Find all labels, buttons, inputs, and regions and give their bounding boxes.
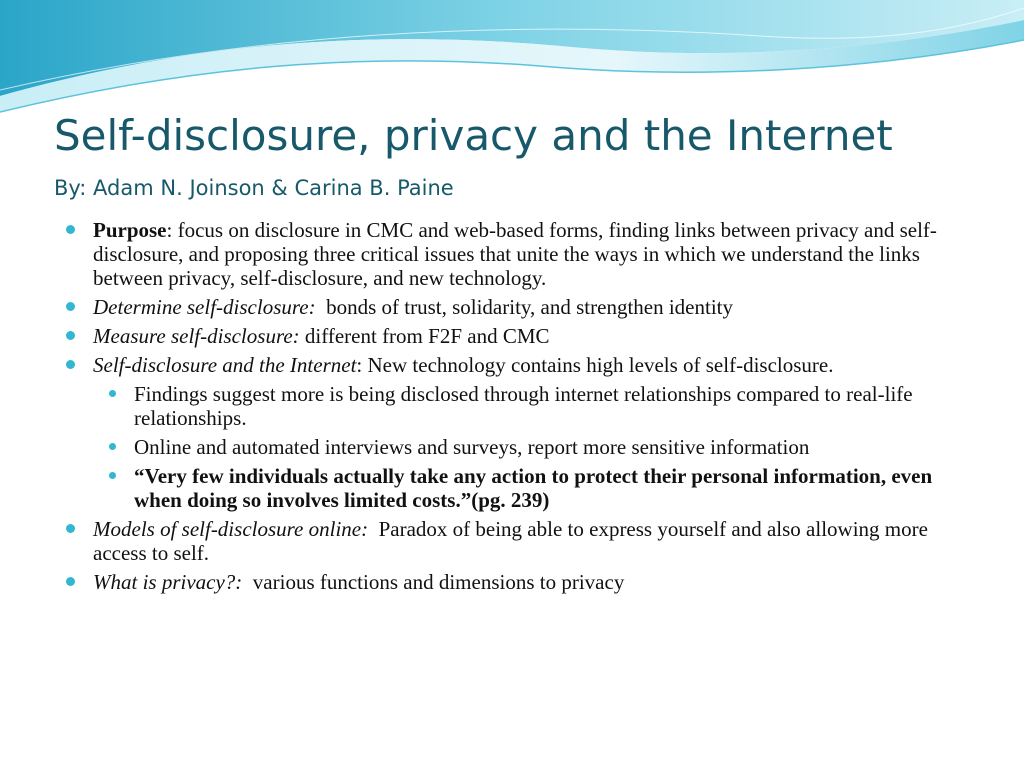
bullet-dot-icon: [66, 225, 75, 234]
sub-bullet-dot-icon: [109, 472, 116, 479]
sub-bullet-text: Findings suggest more is being disclosed through internet relationships compared to real-life relationships.: [134, 382, 913, 430]
bullet-term: Models of self-disclosure online:: [93, 517, 369, 541]
sub-bullet-list: [103, 382, 972, 512]
sub-bullet-online-interviews: [103, 435, 972, 459]
bullet-dot-icon: [66, 302, 75, 311]
bullet-term: Purpose: [93, 218, 167, 242]
bullet-list: [62, 218, 972, 594]
bullet-purpose: [62, 218, 972, 290]
bullet-models-self-disclosure: [62, 517, 972, 565]
bullet-term: Determine self-disclosure:: [93, 295, 316, 319]
sub-bullet-dot-icon: [109, 443, 116, 450]
header-wave-decoration: [0, 0, 1024, 120]
bullet-text: : New technology contains high levels of self-disclosure.: [356, 353, 834, 377]
bullet-text: Paradox of being able to express yourself and also allowing more access to self.: [93, 517, 934, 565]
sub-bullet-quote-text: “Very few individuals actually take any action to protect their personal information, even when doing so involves limited costs.”(pg. 239): [134, 464, 933, 512]
bullet-term: What is privacy?:: [93, 570, 243, 594]
bullet-dot-icon: [66, 331, 75, 340]
bullet-dot-icon: [66, 360, 75, 369]
slide-subtitle: By: Adam N. Joinson & Carina B. Paine: [54, 176, 454, 200]
bullet-determine-self-disclosure: [62, 295, 972, 319]
sub-bullet-text: Online and automated interviews and surveys, report more sensitive information: [134, 435, 810, 459]
bullet-text: : focus on disclosure in CMC and web-based forms, finding links between privacy and self-disclosure, and proposing three critical issues that unite the ways in which we understand the links between privacy, self-disclosure, and new technology.: [93, 218, 937, 290]
bullet-text: different from F2F and CMC: [299, 324, 550, 348]
bullet-term: Self-disclosure and the Internet: [93, 353, 357, 377]
bullet-dot-icon: [66, 524, 75, 533]
sub-bullet-quote: [103, 464, 972, 512]
bullet-dot-icon: [66, 577, 75, 586]
bullet-text: bonds of trust, solidarity, and strengthen identity: [315, 295, 734, 319]
bullet-measure-self-disclosure: [62, 324, 972, 348]
bullet-self-disclosure-internet: [62, 353, 972, 512]
slide-content: [62, 218, 972, 599]
slide-title: Self-disclosure, privacy and the Internet: [54, 111, 893, 160]
bullet-term: Measure self-disclosure:: [93, 324, 300, 348]
bullet-text: various functions and dimensions to privacy: [242, 570, 625, 594]
sub-bullet-findings: [103, 382, 972, 430]
sub-bullet-dot-icon: [109, 390, 116, 397]
bullet-what-is-privacy: [62, 570, 972, 594]
